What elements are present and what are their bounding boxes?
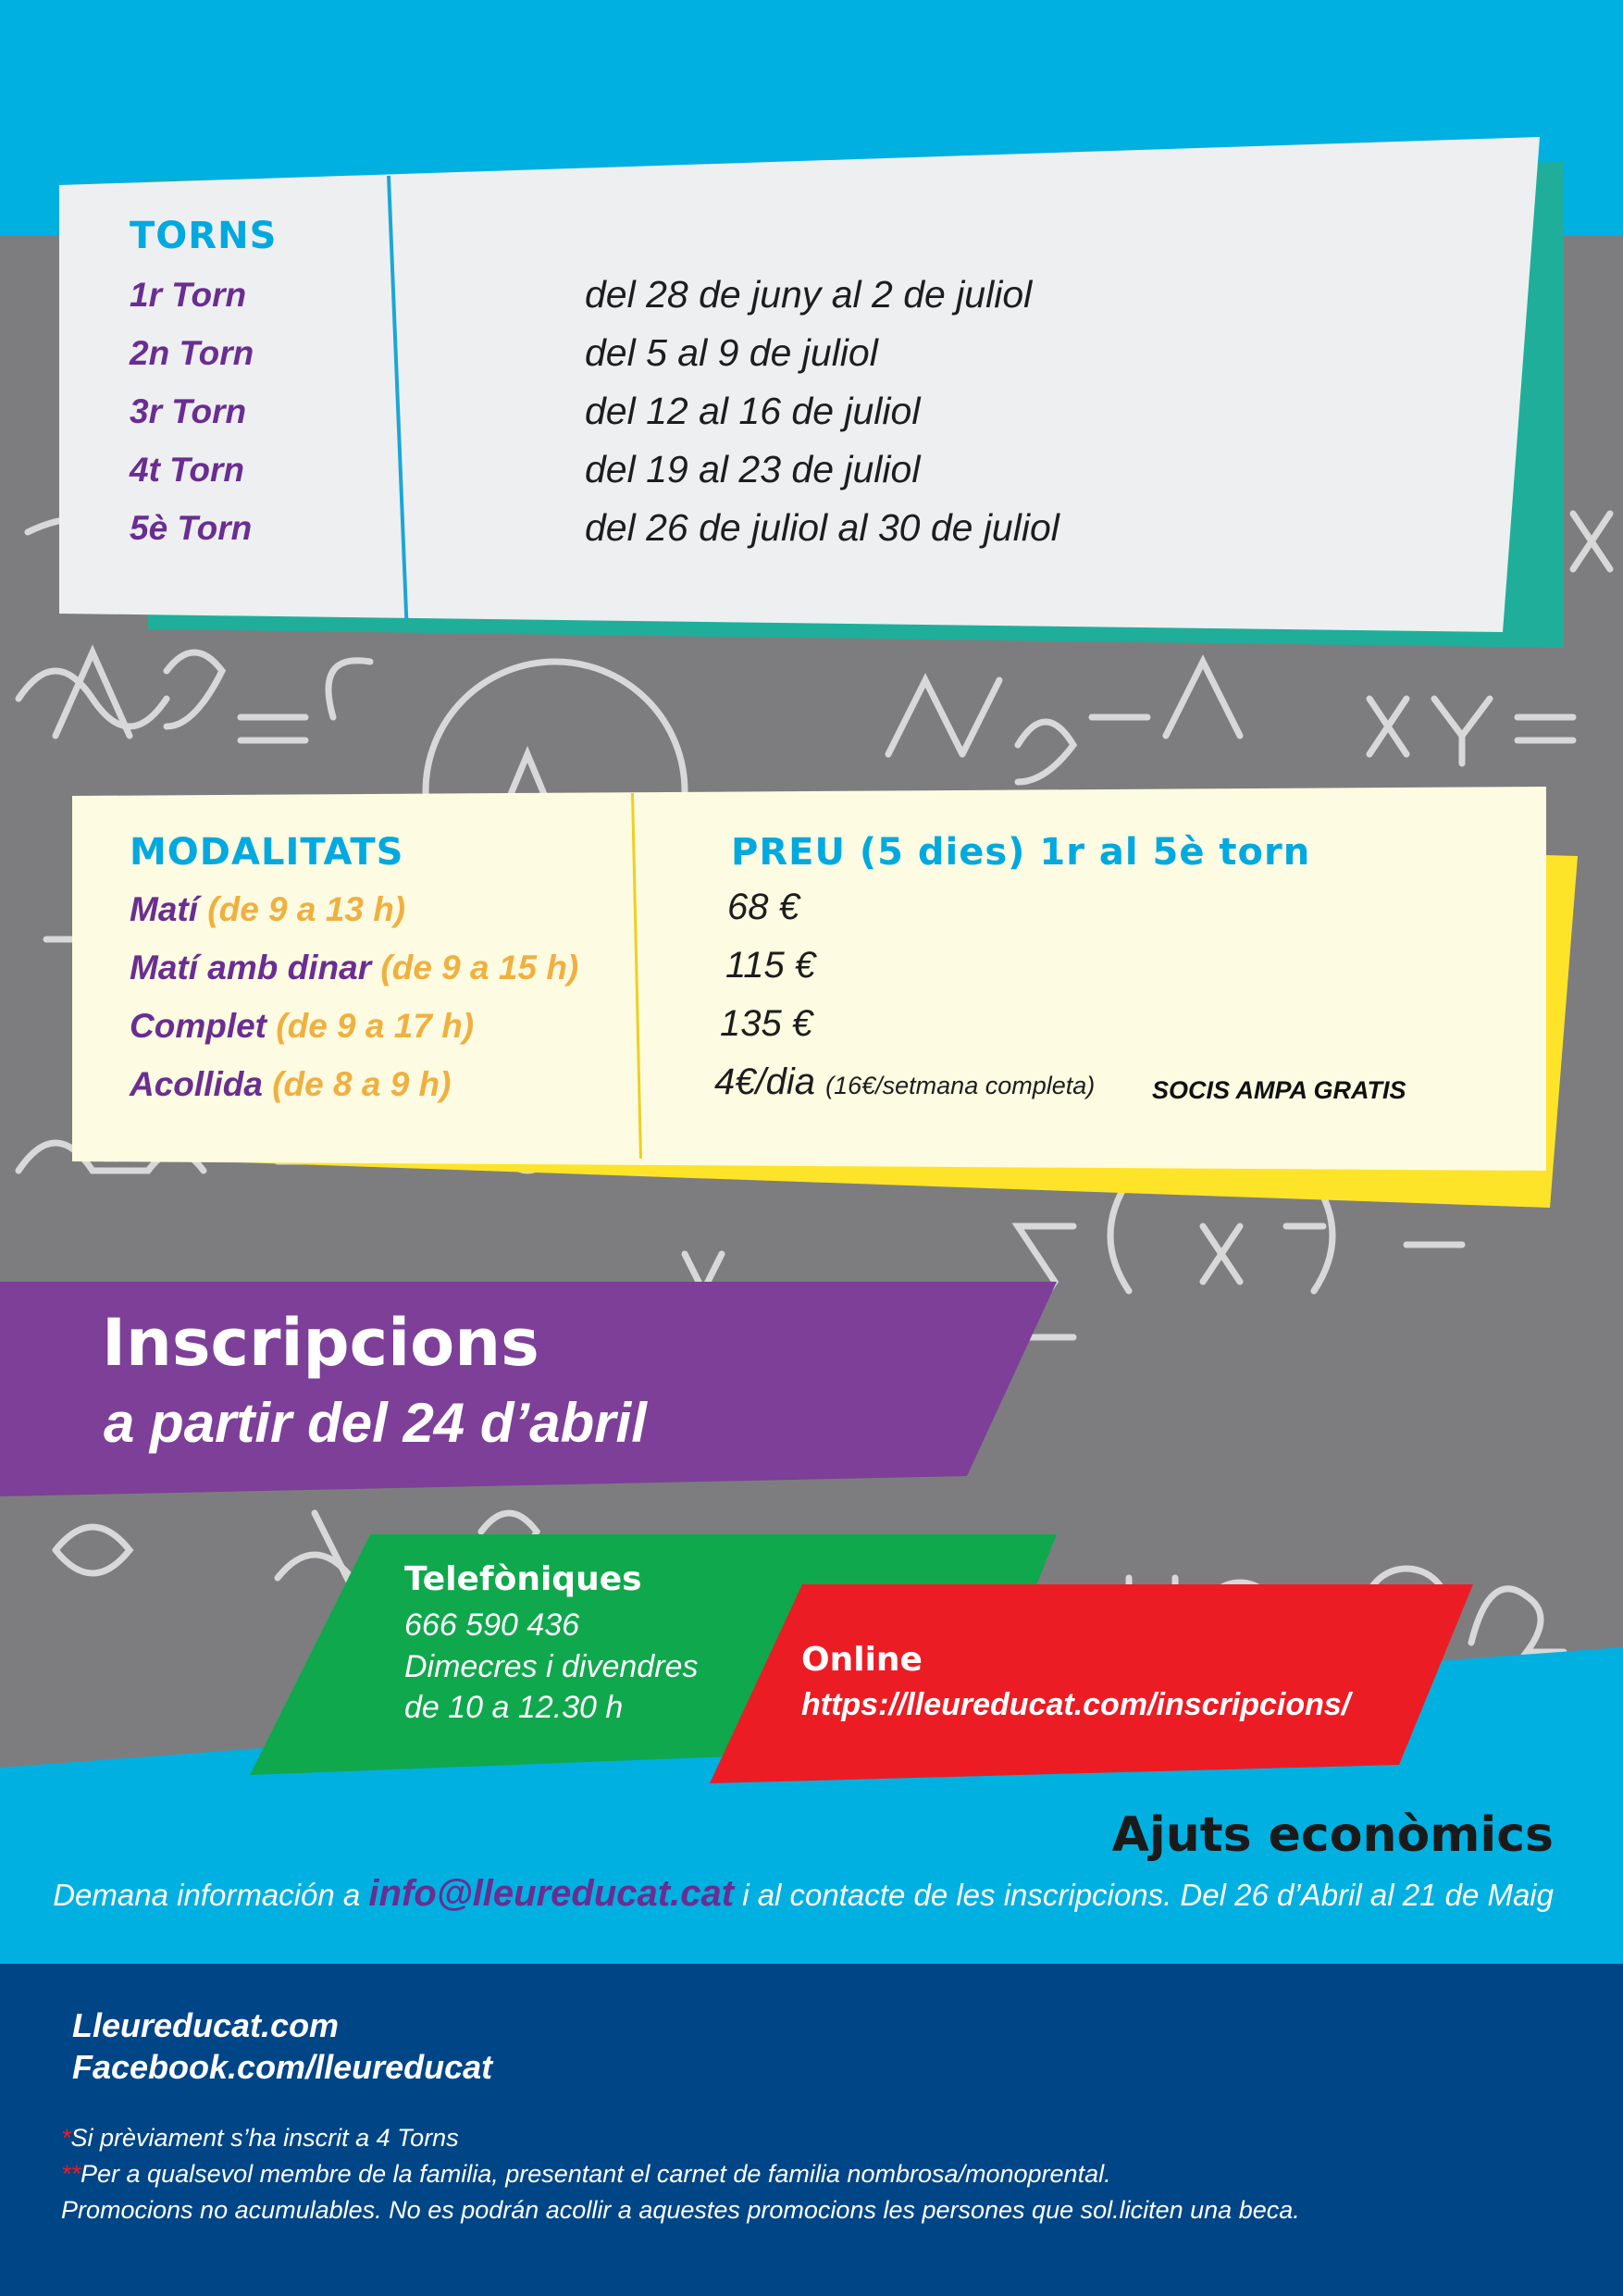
price-value: 4€/dia: [714, 1061, 815, 1102]
online-url-link[interactable]: https://lleureducat.com/inscripcions/: [801, 1687, 1351, 1722]
torn-label-5: 5è Torn: [130, 509, 253, 547]
torns-heading: TORNS: [130, 215, 278, 257]
modalitat-hours: (de 9 a 15 h): [380, 949, 579, 987]
modalitat-hours: (de 9 a 13 h): [207, 890, 406, 928]
modalitats-heading: MODALITATS: [130, 831, 404, 874]
modalitat-item-1: [130, 890, 405, 929]
ajuts-text: [53, 1873, 1554, 1915]
torn-dates-5: del 26 de juliol al 30 de juliol: [585, 506, 1059, 549]
footer-note-1: [61, 2124, 459, 2153]
telefoniques-phone[interactable]: 666 590 436: [404, 1607, 580, 1643]
footer-website-link[interactable]: Lleureducat.com: [72, 2006, 340, 2044]
footer-note-2: [61, 2160, 1111, 2189]
torn-dates-2: del 5 al 9 de juliol: [585, 331, 878, 374]
torn-dates-4: del 19 al 23 de juliol: [585, 448, 921, 490]
torn-dates-1: del 28 de juny al 2 de juliol: [585, 273, 1033, 316]
torn-label-2: 2n Torn: [130, 334, 254, 372]
torn-label-3: 3r Torn: [130, 392, 247, 430]
ajuts-title: Ajuts econòmics: [1111, 1807, 1554, 1863]
modalitat-hours: (de 9 a 17 h): [276, 1007, 475, 1045]
modalitat-hours: (de 8 a 9 h): [272, 1065, 452, 1103]
modalitat-name: Matí amb dinar: [130, 949, 372, 987]
price-2: 115 €: [725, 945, 816, 986]
torn-label-4: 4t Torn: [130, 451, 245, 489]
footer-facebook-link[interactable]: Facebook.com/lleureducat: [72, 2048, 493, 2086]
inscripcions-title: Inscripcions: [102, 1305, 539, 1381]
telefoniques-hours: de 10 a 12.30 h: [404, 1690, 624, 1725]
modalitat-name: Acollida: [130, 1065, 263, 1103]
price-3: 135 €: [720, 1003, 813, 1044]
price-note: (16€/setmana completa): [825, 1072, 1096, 1099]
torn-dates-3: del 12 al 16 de juliol: [585, 390, 921, 432]
price-1: 68 €: [727, 887, 799, 927]
socis-ampa-gratis: SOCIS AMPA GRATIS: [1152, 1076, 1406, 1104]
modalitat-name: Complet: [130, 1007, 266, 1045]
footer-note-3: Promocions no acumulables. No es podrán acollir a aquestes promocions les persones que sol.liciten una beca.: [61, 2196, 1300, 2224]
torn-label-1: 1r Torn: [130, 276, 247, 314]
price-heading: PREU (5 dies) 1r al 5è torn: [731, 831, 1311, 874]
online-box: [710, 1584, 1473, 1783]
torns-panel: [59, 137, 1540, 632]
ajuts-text-before: Demana información a: [53, 1878, 361, 1912]
modalitat-item-2: [130, 949, 578, 987]
ajuts-text-after: i al contacte de les inscripcions. Del 26 d’Abril al 21 de Maig: [742, 1878, 1554, 1912]
price-4: [714, 1061, 1095, 1103]
footer-note-2-text: Per a qualsevol membre de la familia, presentant el carnet de familia nombrosa/monoprental.: [81, 2160, 1111, 2188]
modalitat-name: Matí: [130, 890, 198, 928]
modalitat-item-4: [130, 1065, 451, 1104]
inscripcions-subtitle: a partir del 24 d’abril: [104, 1392, 647, 1454]
footer-note-1-star: *: [61, 2124, 71, 2152]
online-title: Online: [801, 1641, 923, 1679]
ajuts-email-link[interactable]: info@lleureducat.cat: [368, 1873, 735, 1914]
footer-note-1-text: Si prèviament s’ha inscrit a 4 Torns: [70, 2124, 459, 2152]
modalitat-item-3: [130, 1007, 474, 1046]
telefoniques-days: Dimecres i divendres: [404, 1649, 699, 1684]
telefoniques-title: Telefòniques: [404, 1560, 642, 1598]
footer-note-2-star: **: [61, 2160, 81, 2188]
